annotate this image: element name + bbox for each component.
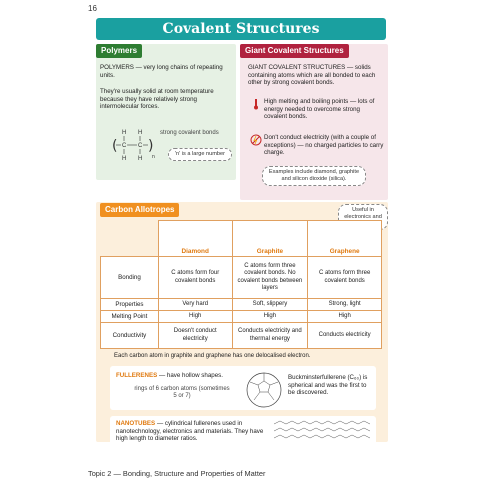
svg-text:C: C [122,143,127,149]
polymer-structure-diagram [108,124,158,170]
rings-note: rings of 6 carbon atoms (sometimes 5 or 7) [134,386,230,399]
svg-text:H: H [138,156,143,162]
examples-note: Examples include diamond, graphite and silicon dioxide (silica). [262,166,366,186]
cell-bonding-graphite: C atoms form three covalent bonds. No covalent bonds between layers [232,257,308,299]
nanotube-icon [272,420,372,442]
row-label-bonding: Bonding [101,257,159,299]
cell-conductivity-diamond: Doesn't conduct electricity [158,323,232,349]
cell-melting-diamond: High [158,311,232,323]
useful-note: Useful in electronics and [338,204,388,230]
col-diamond: Diamond [158,221,232,257]
cell-melting-graphite: High [232,311,308,323]
svg-text:n: n [152,154,155,160]
fullerenes-keyword: FULLERENES [116,372,158,379]
cell-melting-graphene: High [308,311,382,323]
svg-text:H: H [122,130,127,136]
nanotubes-text: — cylindrical fullerenes used in nanotechnology, electronics and materials. They have high length to diameter ratios. [116,420,264,443]
svg-text:H: H [138,130,143,136]
allotropes-table [100,220,382,349]
buckminsterfullerene-text: Buckminsterfullerene (C₆₀) is spherical and was the first to be discovered. [288,374,368,397]
polymers-tag: Polymers [96,44,142,58]
cell-conductivity-graphene: Conducts electricity [308,323,382,349]
svg-text:C: C [138,143,143,149]
svg-text:(: ( [112,138,118,154]
nanotubes-line [116,420,264,443]
page-title: Covalent Structures [96,18,386,40]
svg-text:): ) [148,138,154,154]
cell-properties-graphite: Soft, slippery [232,299,308,311]
col-graphite: Graphite [232,221,308,257]
fullerenes-text: — have hollow shapes. [159,372,223,379]
page-number: 16 [88,4,97,13]
delocalised-electron-note: Each carbon atom in graphite and graphene has one delocalised electron. [114,353,311,359]
fullerenes-line [116,372,246,380]
polymers-state: They're usually solid at room temperature because they have relatively strong intermolecular forces. [100,88,214,111]
conductivity-text: Don't conduct electricity (with a couple of exceptions) — no charged particles to carry charge. [264,134,384,157]
footer: Topic 2 — Bonding, Structure and Properties of Matter [88,469,266,478]
no-electricity-icon [250,134,262,146]
strong-bonds-note: strong covalent bonds [160,130,219,136]
buckminsterfullerene-icon [244,370,284,410]
cell-bonding-graphene: C atoms form three covalent bonds [308,257,382,299]
melting-point-text: High melting and boiling points — lots of energy needed to overcome strong covalent bonds. [264,98,375,121]
nanotubes-keyword: NANOTUBES [116,420,156,427]
row-label-properties: Properties [101,299,159,311]
row-label-conductivity: Conductivity [101,323,159,349]
polymers-definition: POLYMERS — very long chains of repeating units. [100,64,223,79]
cell-properties-diamond: Very hard [158,299,232,311]
svg-text:H: H [122,156,127,162]
thermometer-icon [250,98,262,110]
n-note: 'n' is a large number [168,148,232,161]
cell-conductivity-graphite: Conducts electricity and thermal energy [232,323,308,349]
cell-properties-graphene: Strong, light [308,299,382,311]
giant-definition: GIANT COVALENT STRUCTURES — solids containing atoms which are all bonded to each other by strong covalent bonds. [248,64,376,87]
col-graphene: Graphene [308,221,382,257]
cell-bonding-diamond: C atoms form four covalent bonds [158,257,232,299]
carbon-allotropes-tag: Carbon Allotropes [100,203,179,217]
row-label-melting-point: Melting Point [101,311,159,323]
giant-covalent-tag: Giant Covalent Structures [240,44,349,58]
